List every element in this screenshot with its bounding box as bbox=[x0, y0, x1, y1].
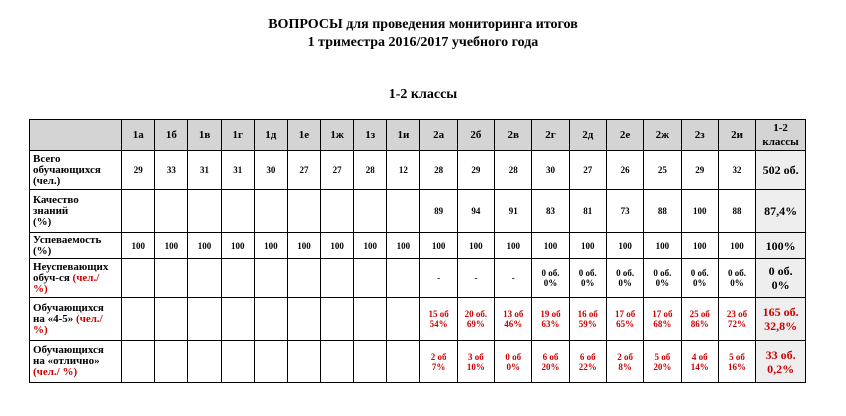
table-cell-line: 68% bbox=[653, 319, 672, 329]
table-cell-line: 5 об bbox=[654, 351, 671, 362]
table-cell bbox=[254, 259, 287, 298]
row-label-line: Неуспевающих bbox=[33, 260, 109, 273]
table-cell-line: 3 об bbox=[468, 351, 484, 362]
table-cell bbox=[221, 190, 254, 233]
table-cell bbox=[354, 298, 387, 341]
table-cell-line: 0% bbox=[581, 278, 595, 288]
table-cell bbox=[321, 190, 354, 233]
table-cell: 31 bbox=[188, 151, 221, 190]
summary-cell-line: 0% bbox=[771, 278, 790, 292]
table-cell-line: 14% bbox=[690, 361, 709, 372]
table-cell bbox=[606, 259, 643, 298]
table-cell: 27 bbox=[569, 151, 606, 190]
table-cell: 100 bbox=[287, 233, 320, 259]
column-header: 2ж bbox=[644, 120, 681, 151]
table-cell-line: 2 об bbox=[617, 351, 633, 362]
row-total-students bbox=[30, 151, 806, 190]
table-cell: 27 bbox=[287, 151, 320, 190]
table-cell: 28 bbox=[420, 151, 457, 190]
table-cell bbox=[122, 259, 155, 298]
table-cell bbox=[457, 298, 494, 341]
row-quality bbox=[30, 190, 806, 233]
table-cell-line: 46% bbox=[504, 319, 523, 329]
table-cell bbox=[681, 259, 718, 298]
table-cell-line: 10% bbox=[466, 361, 485, 372]
table-cell: 32 bbox=[718, 151, 755, 190]
table-cell-line: 54% bbox=[429, 319, 448, 329]
summary-cell bbox=[756, 298, 806, 341]
column-header: 1з bbox=[354, 120, 387, 151]
table-cell bbox=[644, 259, 681, 298]
table-cell bbox=[354, 341, 387, 383]
column-header: 2д bbox=[569, 120, 606, 151]
table-cell: 100 bbox=[495, 233, 532, 259]
column-header: 2в bbox=[495, 120, 532, 151]
row-label-line: на «4-5» bbox=[33, 312, 74, 325]
row-label bbox=[30, 298, 122, 341]
table-cell-line: 63% bbox=[541, 319, 560, 329]
summary-cell-line: 0,2% bbox=[767, 361, 795, 376]
table-cell-line: 0% bbox=[692, 278, 707, 288]
table-cell bbox=[287, 259, 320, 298]
table-cell-line: 0 об. bbox=[578, 268, 597, 278]
table-cell: 88 bbox=[718, 190, 755, 233]
row-failing bbox=[30, 259, 806, 298]
column-header: 1б bbox=[155, 120, 188, 151]
table-cell-line: 7% bbox=[431, 361, 446, 372]
table-cell: 29 bbox=[681, 151, 718, 190]
table-cell bbox=[420, 298, 457, 341]
row-label-unit: (чел./ bbox=[76, 312, 103, 325]
table-cell bbox=[718, 259, 755, 298]
table-cell-line: - bbox=[511, 273, 515, 283]
table-cell bbox=[188, 190, 221, 233]
row-label-line: обучающихся bbox=[33, 163, 101, 176]
table-cell: 29 bbox=[457, 151, 494, 190]
table-cell-line: 0 об. bbox=[616, 268, 635, 278]
header-corner-cell bbox=[30, 120, 122, 151]
table-cell: 100 bbox=[254, 233, 287, 259]
summary-cell bbox=[756, 341, 806, 383]
column-header: 2и bbox=[718, 120, 755, 151]
table-cell-line: 0 об. bbox=[541, 268, 560, 278]
table-cell: 30 bbox=[532, 151, 569, 190]
table-cell bbox=[681, 341, 718, 383]
table-cell: 100 bbox=[221, 233, 254, 259]
table-cell-line: 17 об bbox=[652, 309, 673, 319]
table-cell-line: 5 об bbox=[729, 351, 745, 362]
table-cell bbox=[718, 298, 755, 341]
table-cell bbox=[122, 341, 155, 383]
table-cell bbox=[457, 259, 494, 298]
table-cell-line: 22% bbox=[578, 361, 597, 372]
column-header: 2з bbox=[681, 120, 718, 151]
table-cell-line: 17 об bbox=[614, 309, 636, 319]
summary-cell: 100% bbox=[756, 233, 806, 259]
table-cell: 33 bbox=[155, 151, 188, 190]
table-cell bbox=[569, 341, 606, 383]
table-cell-line: - bbox=[474, 273, 478, 283]
table-cell: 100 bbox=[321, 233, 354, 259]
summary-cell: 87,4% bbox=[756, 190, 806, 233]
table-cell: 100 bbox=[122, 233, 155, 259]
table-cell bbox=[457, 341, 494, 383]
row-performance bbox=[30, 233, 806, 259]
table-cell-line: 0 об. bbox=[690, 268, 709, 278]
table-cell: 12 bbox=[387, 151, 420, 190]
row-label-line: %) bbox=[33, 282, 48, 295]
row-label-line: знаний bbox=[33, 204, 69, 217]
table-cell-line: 86% bbox=[690, 319, 709, 329]
table-cell-line: 20 об. bbox=[464, 309, 488, 319]
table-cell bbox=[221, 298, 254, 341]
table-cell bbox=[287, 298, 320, 341]
row-label-line: на «отлично» bbox=[33, 355, 100, 367]
table-cell bbox=[254, 190, 287, 233]
column-header: 1ж bbox=[321, 120, 354, 151]
column-header: 1а bbox=[122, 120, 155, 151]
row-label bbox=[30, 259, 122, 298]
row-label bbox=[30, 190, 122, 233]
table-cell: 25 bbox=[644, 151, 681, 190]
table-cell bbox=[606, 298, 643, 341]
row-label-unit: (чел./ bbox=[72, 271, 100, 284]
table-cell bbox=[354, 190, 387, 233]
table-cell-line: 0 об. bbox=[727, 268, 746, 278]
row-label-line: (чел./ %) bbox=[33, 366, 78, 378]
monitoring-table bbox=[29, 119, 806, 383]
table-cell: 100 bbox=[644, 233, 681, 259]
row-label: Успеваемость (%) bbox=[30, 233, 122, 259]
table-cell-line: 72% bbox=[727, 319, 746, 329]
table-cell bbox=[420, 341, 457, 383]
table-cell-line: 65% bbox=[616, 319, 635, 329]
column-header: 2г bbox=[532, 120, 569, 151]
table-cell: 88 bbox=[644, 190, 681, 233]
column-header-total-line: классы bbox=[762, 136, 799, 148]
summary-cell-line: 32,8% bbox=[764, 319, 798, 333]
table-cell: 91 bbox=[495, 190, 532, 233]
table-cell bbox=[532, 259, 569, 298]
table-cell: 100 bbox=[188, 233, 221, 259]
table-cell: 26 bbox=[606, 151, 643, 190]
table-cell-line: 0 об bbox=[505, 351, 522, 362]
table-cell bbox=[188, 341, 221, 383]
table-cell bbox=[387, 259, 420, 298]
table-cell bbox=[122, 190, 155, 233]
column-header-total-line: 1-2 bbox=[773, 122, 788, 134]
table-cell bbox=[606, 341, 643, 383]
table-cell bbox=[569, 259, 606, 298]
row-label-line: обуч-ся bbox=[33, 271, 70, 284]
table-cell: 100 bbox=[387, 233, 420, 259]
column-header-total bbox=[756, 120, 806, 151]
table-cell bbox=[221, 341, 254, 383]
table-cell bbox=[387, 298, 420, 341]
table-cell-line: 0% bbox=[655, 278, 670, 288]
summary-cell-line: 165 об. bbox=[762, 305, 799, 319]
table-cell bbox=[532, 298, 569, 341]
table-cell-line: 69% bbox=[466, 319, 485, 329]
section-subtitle: 1-2 классы bbox=[388, 87, 458, 102]
table-cell-line: 16 об bbox=[577, 309, 598, 319]
table-cell: 30 bbox=[254, 151, 287, 190]
table-cell bbox=[155, 298, 188, 341]
table-cell bbox=[354, 259, 387, 298]
table-cell bbox=[287, 190, 320, 233]
row-label-line: Обучающихся bbox=[33, 344, 104, 356]
table-cell-line: 13 об bbox=[503, 309, 524, 319]
table-cell bbox=[420, 259, 457, 298]
row-label-line: Качество bbox=[33, 193, 79, 206]
table-cell: 100 bbox=[457, 233, 494, 259]
table-cell-line: 8% bbox=[618, 361, 632, 372]
table-cell: 73 bbox=[606, 190, 643, 233]
table-cell bbox=[122, 298, 155, 341]
row-label-line: %) bbox=[33, 323, 48, 336]
table-cell-line: 0% bbox=[506, 361, 520, 372]
table-cell bbox=[155, 341, 188, 383]
table-cell bbox=[321, 341, 354, 383]
table-cell: 100 bbox=[155, 233, 188, 259]
table-cell-line: 0 об. bbox=[653, 268, 672, 278]
table-cell: 29 bbox=[122, 151, 155, 190]
table-cell bbox=[569, 298, 606, 341]
summary-cell: 502 об. bbox=[756, 151, 806, 190]
row-label bbox=[30, 151, 122, 190]
table-cell-line: 25 об bbox=[689, 309, 710, 319]
table-cell-line: 19 об bbox=[540, 309, 561, 319]
table-cell-line: 59% bbox=[578, 319, 597, 329]
table-cell bbox=[188, 298, 221, 341]
row-excellent-students bbox=[30, 341, 806, 383]
table-cell: 100 bbox=[532, 233, 569, 259]
table-cell-line: 0% bbox=[618, 278, 632, 288]
table-cell: 100 bbox=[420, 233, 457, 259]
row-label bbox=[30, 341, 122, 383]
table-cell bbox=[681, 298, 718, 341]
table-cell-line: 20% bbox=[653, 361, 672, 372]
table-cell bbox=[321, 298, 354, 341]
table-cell: 100 bbox=[569, 233, 606, 259]
document-title-line2: 1 триместра 2016/2017 учебного года bbox=[307, 35, 539, 50]
table-cell bbox=[188, 259, 221, 298]
table-cell: 100 bbox=[606, 233, 643, 259]
table-cell: 100 bbox=[681, 190, 718, 233]
table-cell: 94 bbox=[457, 190, 494, 233]
table-cell-line: 20% bbox=[541, 361, 560, 372]
table-cell bbox=[221, 259, 254, 298]
table-cell-line: - bbox=[437, 273, 441, 283]
table-cell: 83 bbox=[532, 190, 569, 233]
table-cell-line: 23 об bbox=[726, 309, 748, 319]
column-header: 1е bbox=[287, 120, 320, 151]
summary-cell bbox=[756, 259, 806, 298]
table-cell bbox=[495, 259, 532, 298]
row-label-line: Обучающихся bbox=[33, 301, 104, 314]
summary-cell-line: 0 об. bbox=[768, 264, 793, 278]
table-cell-line: 2 об bbox=[430, 351, 447, 362]
table-cell bbox=[718, 341, 755, 383]
table-cell bbox=[254, 298, 287, 341]
table-cell: 100 bbox=[354, 233, 387, 259]
table-cell: 28 bbox=[495, 151, 532, 190]
table-cell-line: 6 об bbox=[542, 351, 559, 362]
table-cell: 89 bbox=[420, 190, 457, 233]
column-header: 1г bbox=[221, 120, 254, 151]
table-cell bbox=[644, 341, 681, 383]
table-cell bbox=[387, 341, 420, 383]
row-label-line: (чел.) bbox=[33, 174, 61, 187]
row-label-line: Всего bbox=[33, 152, 61, 165]
document-title-line1: ВОПРОСЫ для проведения мониторинга итогов bbox=[268, 17, 578, 32]
column-header: 2а bbox=[420, 120, 457, 151]
column-header: 1д bbox=[254, 120, 287, 151]
table-cell bbox=[495, 298, 532, 341]
table-cell bbox=[254, 341, 287, 383]
table-cell: 31 bbox=[221, 151, 254, 190]
table-cell-line: 16% bbox=[727, 361, 746, 372]
table-cell bbox=[495, 341, 532, 383]
table-cell bbox=[155, 190, 188, 233]
table-cell-line: 6 об bbox=[579, 351, 596, 362]
table-cell bbox=[155, 259, 188, 298]
row-label-line: (%) bbox=[33, 215, 52, 228]
column-header: 1и bbox=[387, 120, 420, 151]
table-cell-line: 15 об bbox=[428, 309, 449, 319]
table-cell bbox=[387, 190, 420, 233]
table-cell: 81 bbox=[569, 190, 606, 233]
summary-cell-line: 33 об. bbox=[765, 347, 796, 362]
table-cell bbox=[644, 298, 681, 341]
header-row bbox=[30, 120, 806, 151]
column-header: 2е bbox=[606, 120, 643, 151]
table-cell bbox=[532, 341, 569, 383]
table-cell bbox=[321, 259, 354, 298]
table-cell bbox=[287, 341, 320, 383]
row-good-students bbox=[30, 298, 806, 341]
table-cell-line: 0% bbox=[543, 278, 558, 288]
table-cell: 100 bbox=[718, 233, 755, 259]
column-header: 2б bbox=[457, 120, 494, 151]
table-cell-line: 0% bbox=[730, 278, 744, 288]
column-header: 1в bbox=[188, 120, 221, 151]
table-cell: 100 bbox=[681, 233, 718, 259]
table-cell-line: 4 об bbox=[691, 351, 708, 362]
table-cell: 27 bbox=[321, 151, 354, 190]
table-cell: 28 bbox=[354, 151, 387, 190]
